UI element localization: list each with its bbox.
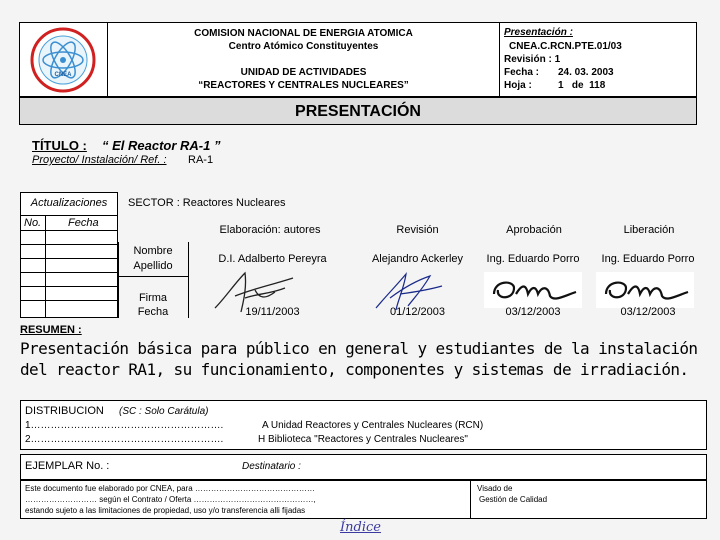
sector: SECTOR : Reactores Nucleares [128, 197, 286, 209]
name-label-2: Apellido [133, 260, 173, 272]
distribution-line2-left: 2…………………………………………………. [25, 434, 224, 445]
distribution-note: (SC : Solo Carátula) [119, 406, 209, 417]
footer-text1: Este documento fue elaborado por CNEA, para ……………………………………… [25, 484, 315, 493]
distribution-line1-right: A Unidad Reactores y Centrales Nucleares (RCN) [262, 420, 484, 431]
name-revision: Alejandro Ackerley [371, 253, 464, 265]
footer-visado1: Visado de [477, 484, 513, 493]
sign-label-1: Firma [138, 292, 168, 304]
unit-line2: “REACTORES Y CENTRALES NUCLEARES” [198, 80, 409, 91]
org-line2: Centro Atómico Constituyentes [228, 41, 379, 52]
approval-header-liberacion: Liberación [623, 224, 675, 236]
fecha-label: Fecha : [504, 67, 540, 78]
summary-label: RESUMEN : [20, 324, 82, 336]
approval-header-revision: Revisión [396, 224, 439, 236]
name-aprobacion: Ing. Eduardo Porro [486, 253, 580, 265]
signature-aprobacion [484, 272, 582, 308]
doc-label: Presentación : [504, 27, 573, 38]
hoja-value: 1 de 118 [558, 80, 606, 91]
updates-col-fecha: Fecha [68, 217, 99, 229]
title-value: “ El Reactor RA-1 ” [102, 138, 221, 153]
fecha-value: 24. 03. 2003 [558, 67, 614, 78]
org-line1: COMISION NACIONAL DE ENERGIA ATOMICA [194, 28, 413, 39]
index-link[interactable]: Índice [340, 520, 381, 535]
distribution-label: DISTRIBUCION [25, 405, 104, 417]
doc-code: CNEA.C.RCN.PTE.01/03 [509, 41, 622, 52]
project-value: RA-1 [188, 154, 214, 166]
footer-visado2: Gestión de Calidad [479, 495, 548, 504]
banner: PRESENTACIÓN [19, 97, 697, 125]
footer-text3: estando sujeto a las limitaciones de propiedad, uso y/o transferencia alli fijadas [25, 506, 306, 515]
signature-liberacion [596, 272, 694, 308]
footer-text2: ……………………… según el Contrato / Oferta ………………………………………, [25, 495, 316, 504]
header-divider-right [499, 22, 500, 97]
approval-header-elaboracion: Elaboración: autores [219, 224, 321, 236]
revision: Revisión : 1 [504, 54, 561, 65]
distribution-line1-left: 1…………………………………………………. [25, 420, 224, 431]
sign-label-2: Fecha [137, 306, 169, 318]
name-elaboracion: D.I. Adalberto Pereyra [218, 253, 327, 265]
name-liberacion: Ing. Eduardo Porro [601, 253, 695, 265]
name-label-1: Nombre [133, 245, 173, 257]
approval-header-aprobacion: Aprobación [506, 224, 562, 236]
updates-header: Actualizaciones [30, 197, 108, 209]
copy-box [20, 454, 707, 480]
date-revision: 01/12/2003 [389, 306, 446, 318]
copy-label: EJEMPLAR No. : [25, 460, 110, 472]
logo-text-mid: CNEA [54, 72, 72, 78]
date-aprobacion: 03/12/2003 [505, 306, 561, 318]
copy-dest-label: Destinatario : [242, 461, 301, 472]
updates-col-no: No. [24, 217, 42, 229]
distribution-line2-right: H Biblioteca "Reactores y Centrales Nucleares" [258, 434, 468, 445]
date-elaboracion: 19/11/2003 [245, 306, 300, 318]
summary-text: Presentación básica para público en general y estudiantes de la instalación del reactor RA1, su funcionamiento, componentes y sistemas de irradiación. [20, 339, 698, 379]
project-label: Proyecto/ Instalación/ Ref. : [32, 154, 167, 166]
date-liberacion: 03/12/2003 [620, 306, 676, 318]
hoja-label: Hoja : [504, 80, 532, 91]
title-label: TÍTULO : [32, 138, 87, 153]
unit-line1: UNIDAD DE ACTIVIDADES [240, 67, 367, 78]
cnea-logo [26, 26, 100, 94]
